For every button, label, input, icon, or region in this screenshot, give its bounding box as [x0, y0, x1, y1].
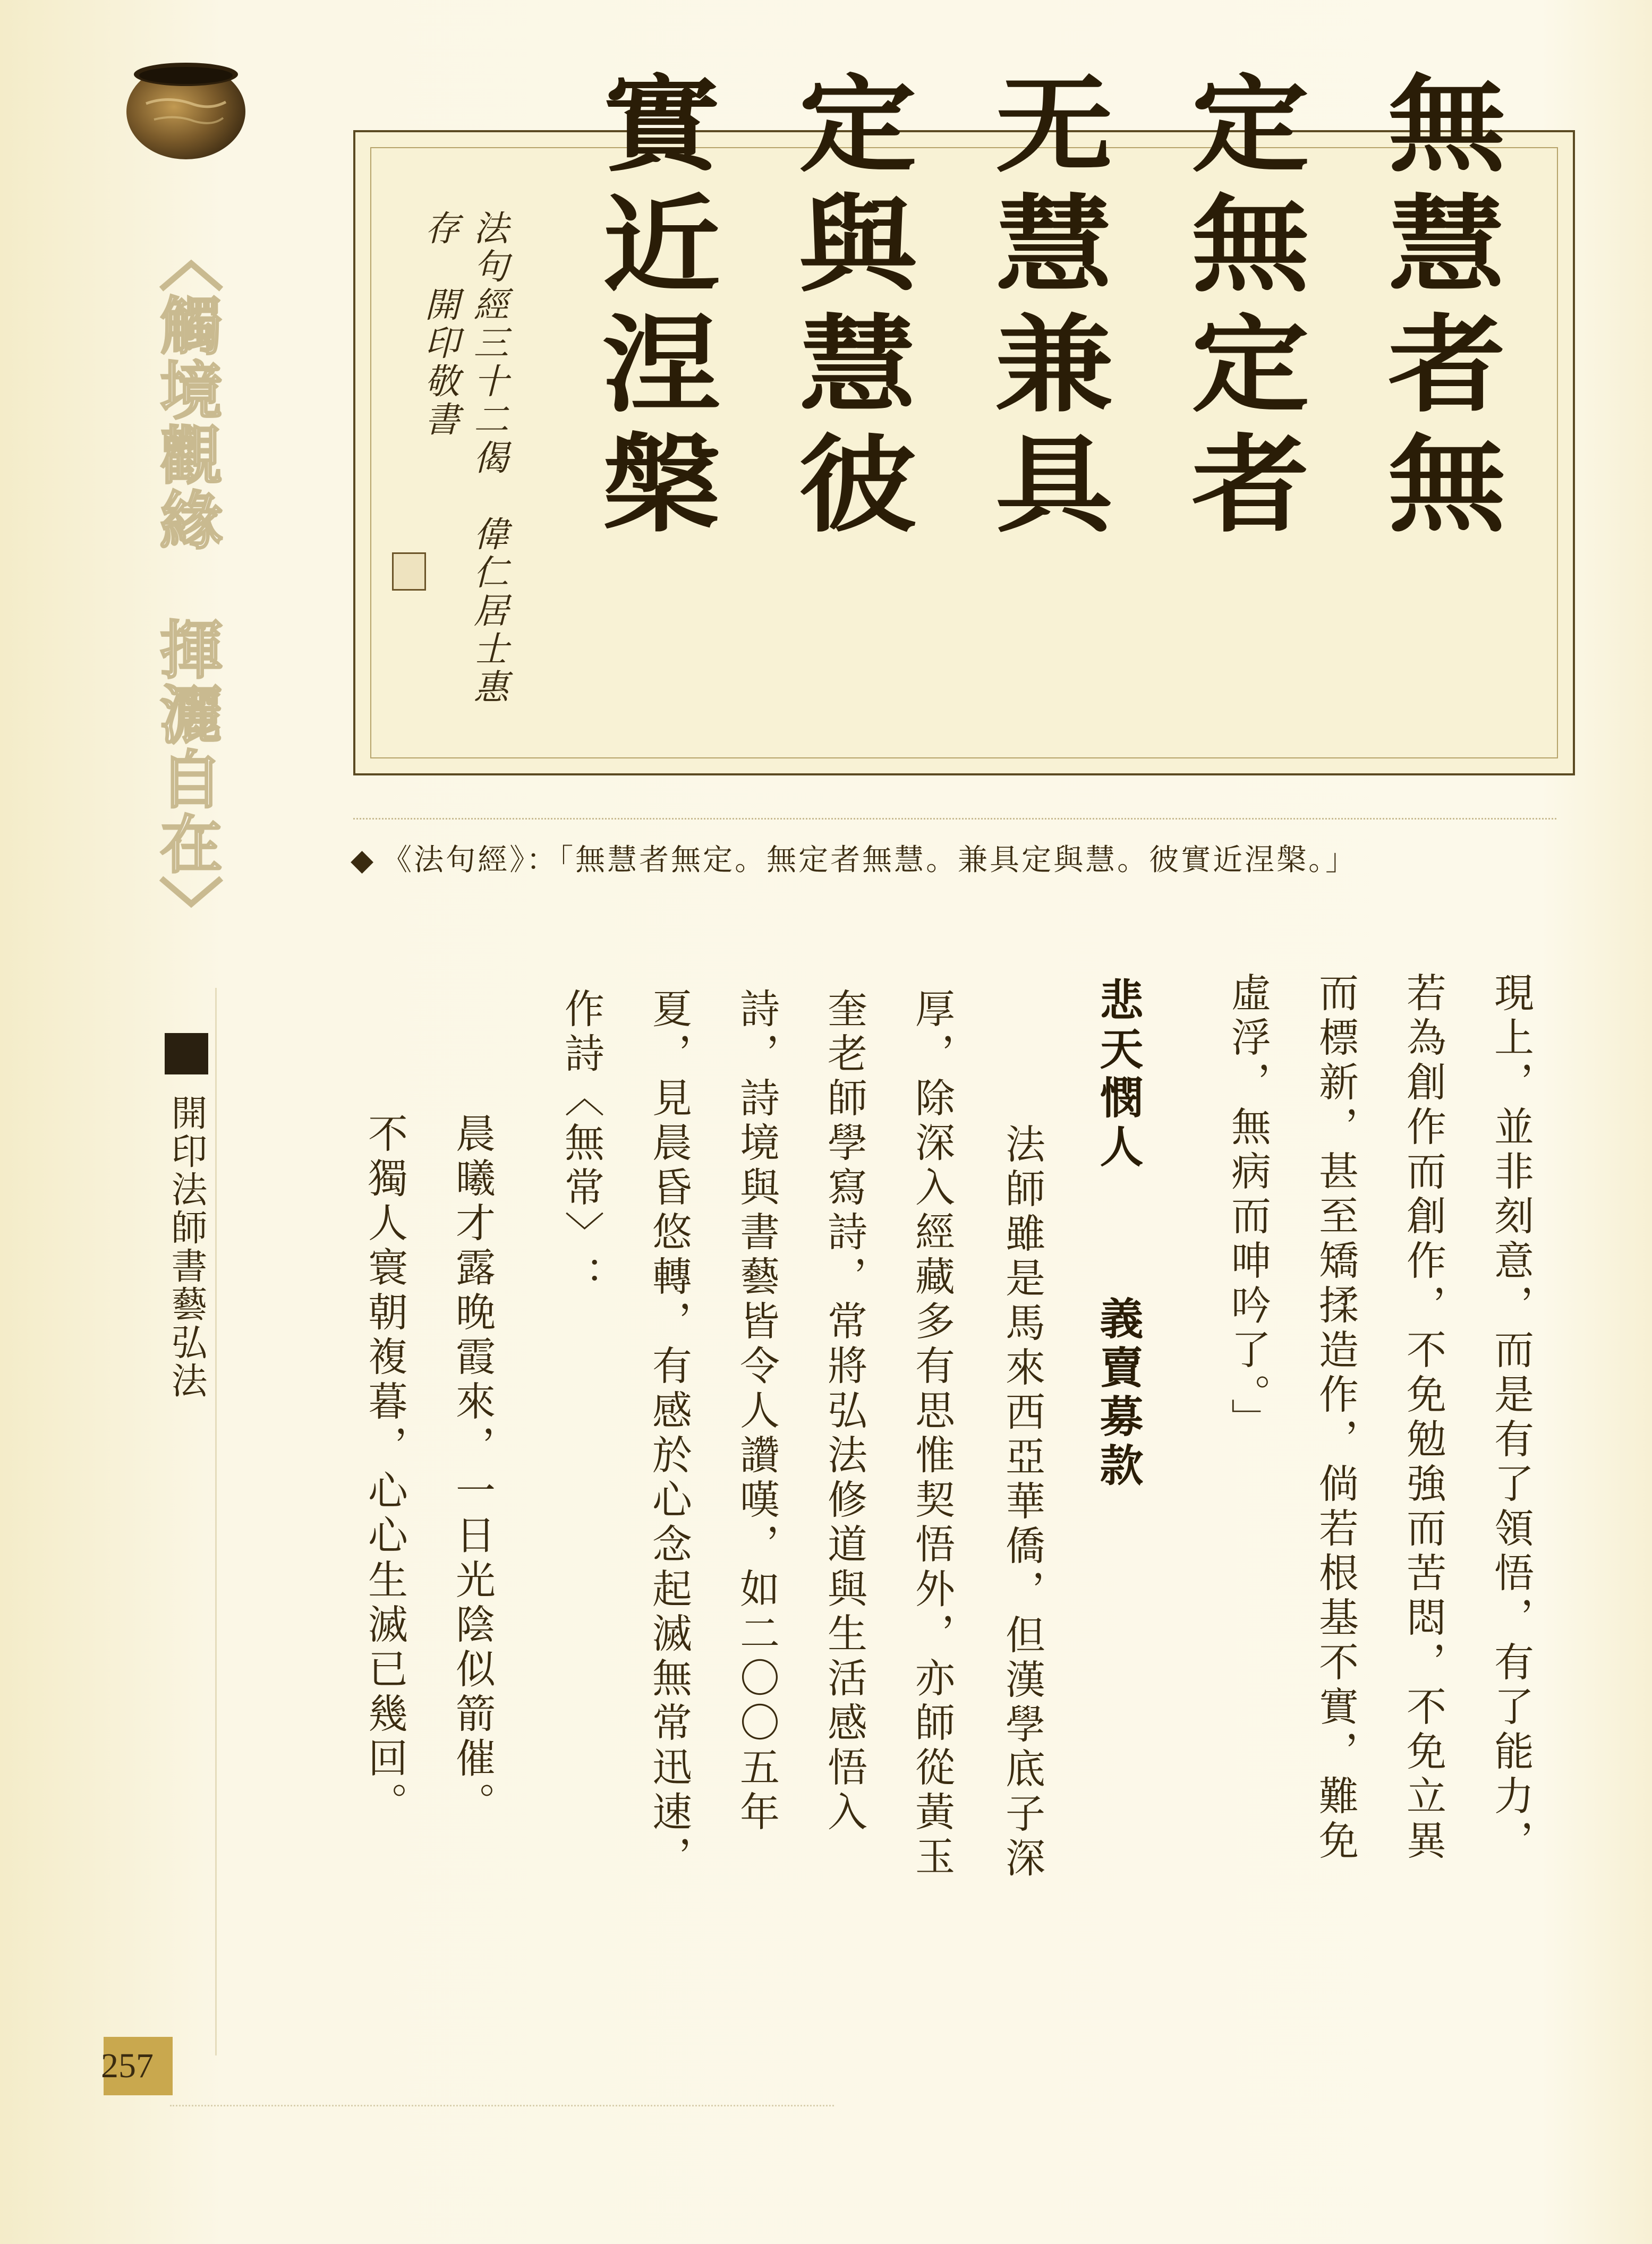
calligraphy-characters: 無慧者無定無定者无慧兼具定與慧彼實近涅槃 [582, 69, 1507, 549]
body-column: 詩，詩境與書藝皆令人讚嘆，如二〇〇五年 [734, 988, 780, 1836]
poem-line: 晨曦才露晚霞來，一日光陰似箭催。 [449, 1113, 496, 1827]
section-heading-part2: 義賣募款 [1093, 1296, 1144, 1491]
body-column: 而標新，甚至矯揉造作，倘若根基不實，難免 [1313, 972, 1359, 1864]
bowl-logo-icon [125, 53, 247, 162]
body-column: 厚，除深入經藏多有思惟契悟外，亦師從黃玉 [909, 988, 956, 1880]
body-column: 若為創作而創作，不免勉強而苦悶，不免立異 [1400, 972, 1447, 1864]
body-column: 夏，見晨昏悠轉，有感於心念起滅無常迅速， [646, 988, 693, 1880]
calligraphy-inscription: 法句經三十二偈 偉仁居士惠存 開印敬書 [419, 210, 508, 707]
book-title: 〈觸境觀緣 揮灑自在〉 [149, 228, 223, 941]
diamond-bullet-icon: ◆ [351, 843, 376, 877]
body-column: 現上，並非刻意，而是有了領悟，有了能力， [1488, 972, 1535, 1864]
body-column: 虛浮，無病而呻吟了。」 [1225, 972, 1272, 1443]
body-column: 奎老師學寫詩，常將弘法修道與生活感悟入 [821, 988, 868, 1836]
body-column: 作詩〈無常〉： [558, 988, 605, 1300]
page-number: 257 [101, 2046, 154, 2085]
margin-divider [215, 988, 217, 2055]
chapter-title: 開印法師書藝弘法 [165, 1094, 207, 1400]
caption-text: 《法句經》：「無慧者無定。無定者無慧。兼具定與慧。彼實近涅槃。」 [382, 843, 1358, 877]
section-heading-part1: 悲天憫人 [1093, 977, 1144, 1173]
poem-line: 不獨人寰朝複暮，心心生滅已幾回。 [362, 1113, 408, 1827]
seal-stamp-icon [392, 552, 426, 591]
footer-divider [170, 2105, 834, 2106]
chapter-marker [165, 1033, 208, 1074]
caption-divider [353, 818, 1556, 820]
caption [351, 839, 1572, 882]
body-column: 法師雖是馬來西亞華僑，但漢學底子深 [999, 1123, 1046, 1882]
